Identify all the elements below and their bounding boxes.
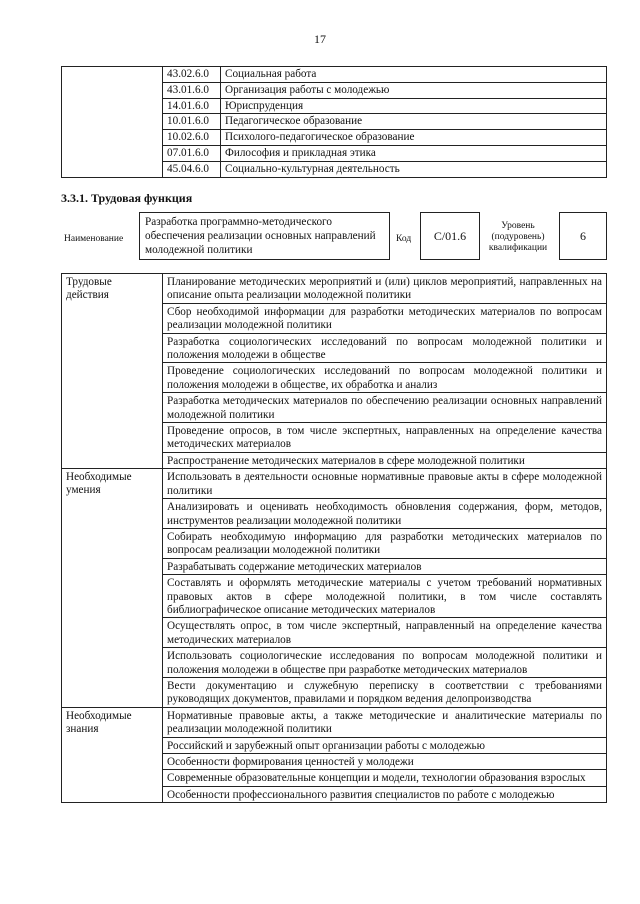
category-label-line: Необходимые — [66, 709, 132, 722]
item-cell: Разработка социологических исследований по вопросам молодежной политики и положения молодежи в обществе — [163, 333, 607, 363]
item-cell: Проведение опросов, в том числе экспертных, направленных на определение качества методических материалов — [163, 423, 607, 453]
code-name-cell: Социально-культурная деятельность — [221, 161, 607, 177]
item-cell: Составлять и оформлять методические материалы с учетом требований нормативных правовых актов в сфере молодежной политики, в том числе составлять библиографическое описание методических материалов — [163, 575, 607, 618]
category-label-line: Необходимые — [66, 471, 132, 484]
qualification-level-box: 6 — [559, 212, 607, 260]
function-code-box: С/01.6 — [420, 212, 480, 260]
category-label-line: Трудовые — [66, 276, 112, 288]
item-cell: Собирать необходимую информацию для разработки методических материалов по вопросам реализации молодежной политики — [163, 528, 607, 558]
item-cell: Нормативные правовые акты, а также методические и аналитические материалы по реализации молодежной политики — [163, 707, 607, 737]
item-cell: Вести документацию и служебную переписку в соответствии с требованиями руководящих документов, правилами и порядком ведения делопроизводства — [163, 677, 607, 707]
item-cell: Разработка методических материалов по обеспечению реализации основных направлений молодежной политики — [163, 393, 607, 423]
labor-function-table — [61, 273, 607, 803]
code-cell: 07.01.6.0 — [163, 145, 221, 161]
item-cell: Особенности формирования ценностей у молодежи — [163, 754, 607, 770]
item-cell: Использовать в деятельности основные нормативные правовые акты в сфере молодежной политики — [163, 469, 607, 499]
level-label-line: (подуровень) — [491, 232, 545, 242]
name-label: Наименование — [64, 234, 124, 244]
item-cell: Планирование методических мероприятий и (или) циклов мероприятий, направленных на описание опыта реализации молодежной политики — [163, 274, 607, 304]
table-row — [62, 274, 607, 304]
code-name-cell: Организация работы с молодежью — [221, 82, 607, 98]
category-label-line: умения — [66, 484, 101, 497]
code-cell: 10.02.6.0 — [163, 130, 221, 146]
table-row — [62, 469, 607, 499]
level-label — [482, 221, 554, 254]
code-name-cell: Философия и прикладная этика — [221, 145, 607, 161]
code-row — [62, 67, 607, 83]
code-cell: 43.02.6.0 — [163, 67, 221, 83]
code-cell: 45.04.6.0 — [163, 161, 221, 177]
function-name-box: Разработка программно-методического обеспечения реализации основных направлений молодежной политики — [139, 212, 390, 260]
category-label-line: знания — [66, 722, 99, 735]
item-cell: Российский и зарубежный опыт организации работы с молодежью — [163, 737, 607, 753]
code-name-cell: Юриспруденция — [221, 98, 607, 114]
item-cell: Осуществлять опрос, в том числе экспертный, направленный на определение качества методических материалов — [163, 618, 607, 648]
item-cell: Проведение социологических исследований по вопросам молодежной политики и положения молодежи в обществе, их обработка и анализ — [163, 363, 607, 393]
item-cell: Сбор необходимой информации для разработки методических материалов по вопросам реализации молодежной политики — [163, 303, 607, 333]
item-cell: Использовать социологические исследования по вопросам молодежной политики и положения молодежи в обществе при разработке методических материалов — [163, 648, 607, 678]
category-cell — [62, 707, 163, 802]
item-cell: Анализировать и оценивать необходимость обновления содержания, форм, методов, инструментов реализации молодежной политики — [163, 499, 607, 529]
code-name-cell: Психолого-педагогическое образование — [221, 130, 607, 146]
code-cell: 14.01.6.0 — [163, 98, 221, 114]
table-row — [62, 707, 607, 737]
blank-cell — [62, 67, 163, 178]
category-cell — [62, 469, 163, 708]
page-number: 17 — [314, 32, 326, 46]
item-cell: Разрабатывать содержание методических материалов — [163, 558, 607, 574]
code-cell: 43.01.6.0 — [163, 82, 221, 98]
education-codes-table — [61, 66, 607, 178]
code-name-cell: Социальная работа — [221, 67, 607, 83]
category-cell — [62, 274, 163, 469]
item-cell: Особенности профессионального развития специалистов по работе с молодежью — [163, 786, 607, 802]
level-label-line: Уровень — [501, 221, 535, 231]
code-label: Код — [396, 234, 412, 244]
code-cell: 10.01.6.0 — [163, 114, 221, 130]
item-cell: Современные образовательные концепции и модели, технологии образования взрослых — [163, 770, 607, 786]
level-label-line: квалификации — [488, 243, 548, 253]
section-title: 3.3.1. Трудовая функция — [61, 191, 193, 205]
code-name-cell: Педагогическое образование — [221, 114, 607, 130]
category-label-line: действия — [66, 289, 109, 301]
item-cell: Распространение методических материалов в сфере молодежной политики — [163, 452, 607, 468]
